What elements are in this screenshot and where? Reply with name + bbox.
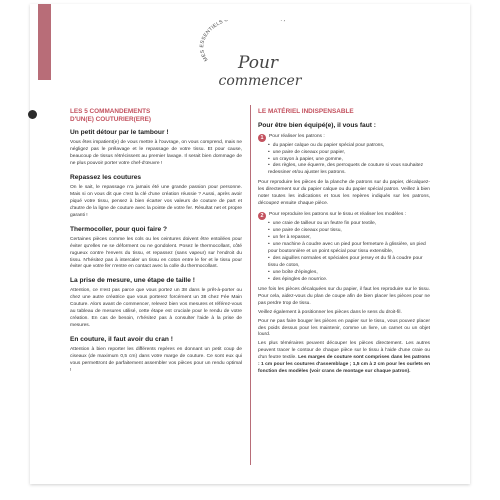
list-item: • une paire de ciseaux pour papier, [268, 150, 430, 157]
seam-allowance-note: Les marges de couture sont comprises dans les patrons : 1 cm pour les coutures d'assemblage ; 1,5 cm à 2 cm pour les ourlets en fonction des modèles (voir crans de montage sur chaque patron). [258, 355, 430, 375]
section-logo [190, 20, 320, 100]
list-item: • des épingles de nourrice. [268, 277, 430, 284]
list-item: • une boîte d'épingles, [268, 270, 430, 277]
section-text: Attention à bien reporter les différents repères en donnant un petit coup de ciseaux (de maximum 0,5 cm) dans votre marge de couture. Ce sont eux qui vous permettront de parfaitement assembler vos pièces pour un rendu optimal ! [70, 346, 242, 373]
list-item: • des aiguilles normales et spéciales pour jersey et du fil à coudre pour tissu de coton, [268, 256, 430, 270]
section-title: Un petit détour par le tambour ! [70, 129, 169, 137]
step-1 [258, 134, 430, 142]
list-item: • des règles, une équerre, des perroquets de couture si vous souhaitez redessiner et/ou ajuster les patrons. [268, 163, 430, 177]
left-heading-line1: LES 5 COMMANDEMENTS [70, 108, 151, 115]
paragraph: Une fois les pièces décalquées sur du papier, il faut les reproduire sur le tissu. Pour cela, aidez-vous du plan de coupe afin de bien placer les pièces pour ne pas perdre trop de tissu. [258, 286, 430, 306]
section-text: On le sait, le repassage n'a jamais été une grande passion pour personne. Mais si on vous dit que c'est la clé d'une création réussie ? Aussi, après avoir piqué votre tissu, pensez à bien écarter vos valeurs de couture de part et d'autre de la ligne de couture avec la pointe de votre fer. Résultat net et propre garanti ! [70, 185, 242, 218]
bookmark-ribbon [38, 4, 51, 80]
logo-arc-text: MES ESSENTIELS C Y [199, 20, 288, 63]
right-intro: Pour être bien équipé(e), il vous faut : [258, 121, 376, 129]
step-text: Pour reproduire les patrons sur le tissu et réaliser les modèles : [269, 212, 406, 218]
section-text: Attention, ce n'est pas parce que vous portez un 38 dans le prêt-à-porter ou chez une autre créatrice que vous porterez forcément un 38 chez Fée Main Couture. Alors avant de commencer, relevez bien vos mesures et référez-vous au tableau de mesures utilisé, cette étape est cruciale pour le rendu de votre création. En cas de besoin, n'hésitez pas à consulter l'aide à la prise de mesures. [70, 288, 242, 329]
paragraph-plain-text: Les plus téméraires peuvent découper les pièces directement. Les autres peuvent tracer le contour de chaque pièce sur le tissu à l'aide d'une craie ou d'un feutre textile. [258, 341, 430, 361]
list-item: • un fer à repasser, [268, 235, 430, 242]
step-2-list [268, 221, 430, 284]
section-title: En couture, il faut avoir du cran ! [70, 336, 173, 344]
list-item: • un crayon à papier, une gomme, [268, 157, 430, 164]
column-divider [250, 105, 251, 465]
paragraph: Veillez également à positionner les pièces dans le sens du droit-fil. [258, 309, 402, 315]
list-item: • du papier calque ou du papier spécial pour patrons, [268, 143, 430, 150]
paragraph-with-bold [258, 341, 430, 376]
left-heading-line2: D'UN(E) COUTURIER(ERE) [70, 115, 152, 123]
step-number-badge: 1 [258, 134, 266, 142]
step-number-badge: 2 [258, 212, 266, 220]
logo-word-pour: Pour [237, 53, 279, 73]
logo-graphic [190, 20, 320, 100]
section-title: La prise de mesure, une étape de taille ! [70, 277, 195, 285]
step-1-list [268, 143, 430, 178]
section-text: Certaines pièces comme les cols ou les ceintures doivent être entoilées pour éviter qu'elles ne se déforment ou ne gondolent. Posez le thermocollant, côté rugueux contre l'envers du tissu, et repassez (sans vapeur) sur l'endroit du tissu. N'hésitez pas à intercaler un tissu en coton entre le fer et le tissu pour éviter que votre fer n'entre en contact avec la colle du thermocollant. [70, 236, 242, 270]
paragraph: Pour ne pas faire bouger les pièces en papier sur le tissu, vous pouvez placer des poids dessus pour les maintenir, comme un livre, un carnet ou un objet lourd. [258, 318, 430, 338]
logo-word-commencer: commencer [218, 73, 302, 89]
step-2 [258, 212, 430, 220]
section-title: Repassez les coutures [70, 174, 142, 182]
list-item: • une machine à coudre avec un pied pour fermeture à glissière, un pied pour boutonnière et un point spécial pour tissu extensible, [268, 242, 430, 256]
step-text: Pour réaliser les patrons : [269, 133, 325, 139]
right-heading: LE MATÉRIEL INDISPENSABLE [258, 108, 354, 115]
paragraph: Pour reproduire les pièces de la planche de patrons sur du papier, décalquez-les directement sur du papier calque ou du papier spécial patron. Veillez à bien noter toutes les indications et tous les repères indiqués sur les patrons, découpez ensuite chaque pièce. [258, 180, 430, 207]
left-column [70, 108, 242, 377]
left-heading [70, 108, 242, 123]
page-marker-dot [28, 110, 37, 119]
right-column [258, 108, 430, 378]
section-title: Thermocoller, pour quoi faire ? [70, 225, 168, 233]
list-item: • une craie de tailleur ou un feutre fin pour textile, [268, 221, 430, 228]
list-item: • une paire de ciseaux pour tissu, [268, 228, 430, 235]
section-text: Vous êtes impatient(e) de vous mettre à l'ouvrage, on vous comprend, mais ne négligez pas le prélavage et le repassage de votre tissu. Et pour cause, beaucoup de tissus rétrécissent au premier lavage. Il serait bien dommage de ne plus pouvoir porter votre chef-d'œuvre ! [70, 140, 242, 167]
